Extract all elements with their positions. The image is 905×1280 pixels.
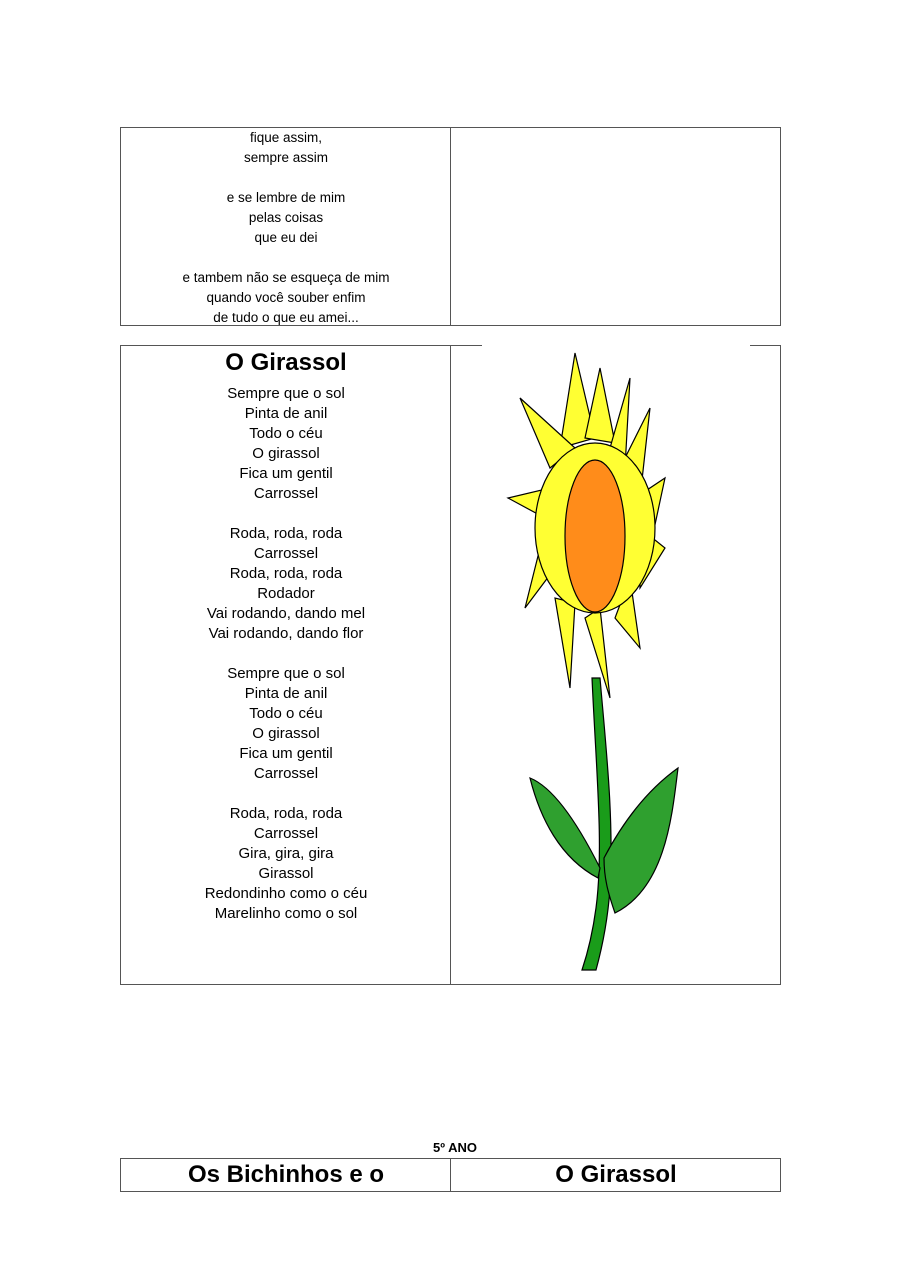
footer-left-title: Os Bichinhos e o — [187, 1161, 385, 1188]
poem-line: Marelinho como o sol — [214, 905, 358, 922]
poem-line: Girassol — [258, 865, 314, 882]
poem-line: Sempre que o sol — [227, 665, 345, 682]
poem-line: Pinta de anil — [244, 405, 328, 422]
top-poem-table — [120, 127, 781, 326]
poem-line: e tambem não se esqueça de mim — [182, 270, 390, 285]
poem-line: Carrossel — [253, 545, 319, 562]
poem-line: Carrossel — [253, 485, 319, 502]
grade-label: 5º ANO — [433, 1140, 477, 1155]
poem-line: Carrossel — [253, 825, 319, 842]
poem-line: fique assim, — [249, 130, 323, 145]
poem-line: Roda, roda, roda — [229, 805, 343, 822]
top-poem-text — [121, 128, 451, 328]
poem-line: O girassol — [252, 725, 320, 742]
poem-line: Fica um gentil — [239, 465, 333, 482]
poem-line: Roda, roda, roda — [229, 565, 343, 582]
stanza-gap — [121, 784, 451, 804]
right-leaf — [604, 768, 678, 913]
stanza-gap — [121, 504, 451, 524]
poem-line: Sempre que o sol — [227, 385, 345, 402]
stem — [582, 678, 611, 970]
poem-line: e se lembre de mim — [226, 190, 346, 205]
footer-table — [120, 1158, 781, 1192]
poem-line: Todo o céu — [249, 705, 323, 722]
poem-line: sempre assim — [243, 150, 329, 165]
poem-line: Redondinho como o céu — [204, 885, 368, 902]
stanza-gap — [121, 644, 451, 664]
poem-line: Vai rodando, dando mel — [206, 605, 366, 622]
girassol-poem — [121, 348, 451, 924]
poem-line: Fica um gentil — [239, 745, 333, 762]
poem-line: O girassol — [252, 445, 320, 462]
poem-line: Vai rodando, dando flor — [208, 625, 364, 642]
left-leaf — [530, 778, 600, 878]
poem-line: Pinta de anil — [244, 685, 328, 702]
poem-line: pelas coisas — [248, 210, 324, 225]
footer-right-title: O Girassol — [555, 1161, 677, 1188]
poem-line: de tudo o que eu amei... — [213, 310, 359, 325]
poem-title: O Girassol — [225, 349, 347, 376]
poem-line: quando você souber enfim — [206, 290, 366, 305]
stanza-gap — [121, 168, 451, 188]
poem-line: Gira, gira, gira — [238, 845, 334, 862]
poem-stanzas — [121, 384, 451, 924]
poem-line: que eu dei — [254, 230, 318, 245]
stanza-gap — [121, 248, 451, 268]
poem-line: Carrossel — [253, 765, 319, 782]
sunflower-illustration — [500, 348, 700, 978]
border-gap — [482, 343, 750, 347]
flower-center — [565, 460, 625, 612]
poem-line: Roda, roda, roda — [229, 525, 343, 542]
poem-line: Todo o céu — [249, 425, 323, 442]
poem-line: Rodador — [257, 585, 315, 602]
